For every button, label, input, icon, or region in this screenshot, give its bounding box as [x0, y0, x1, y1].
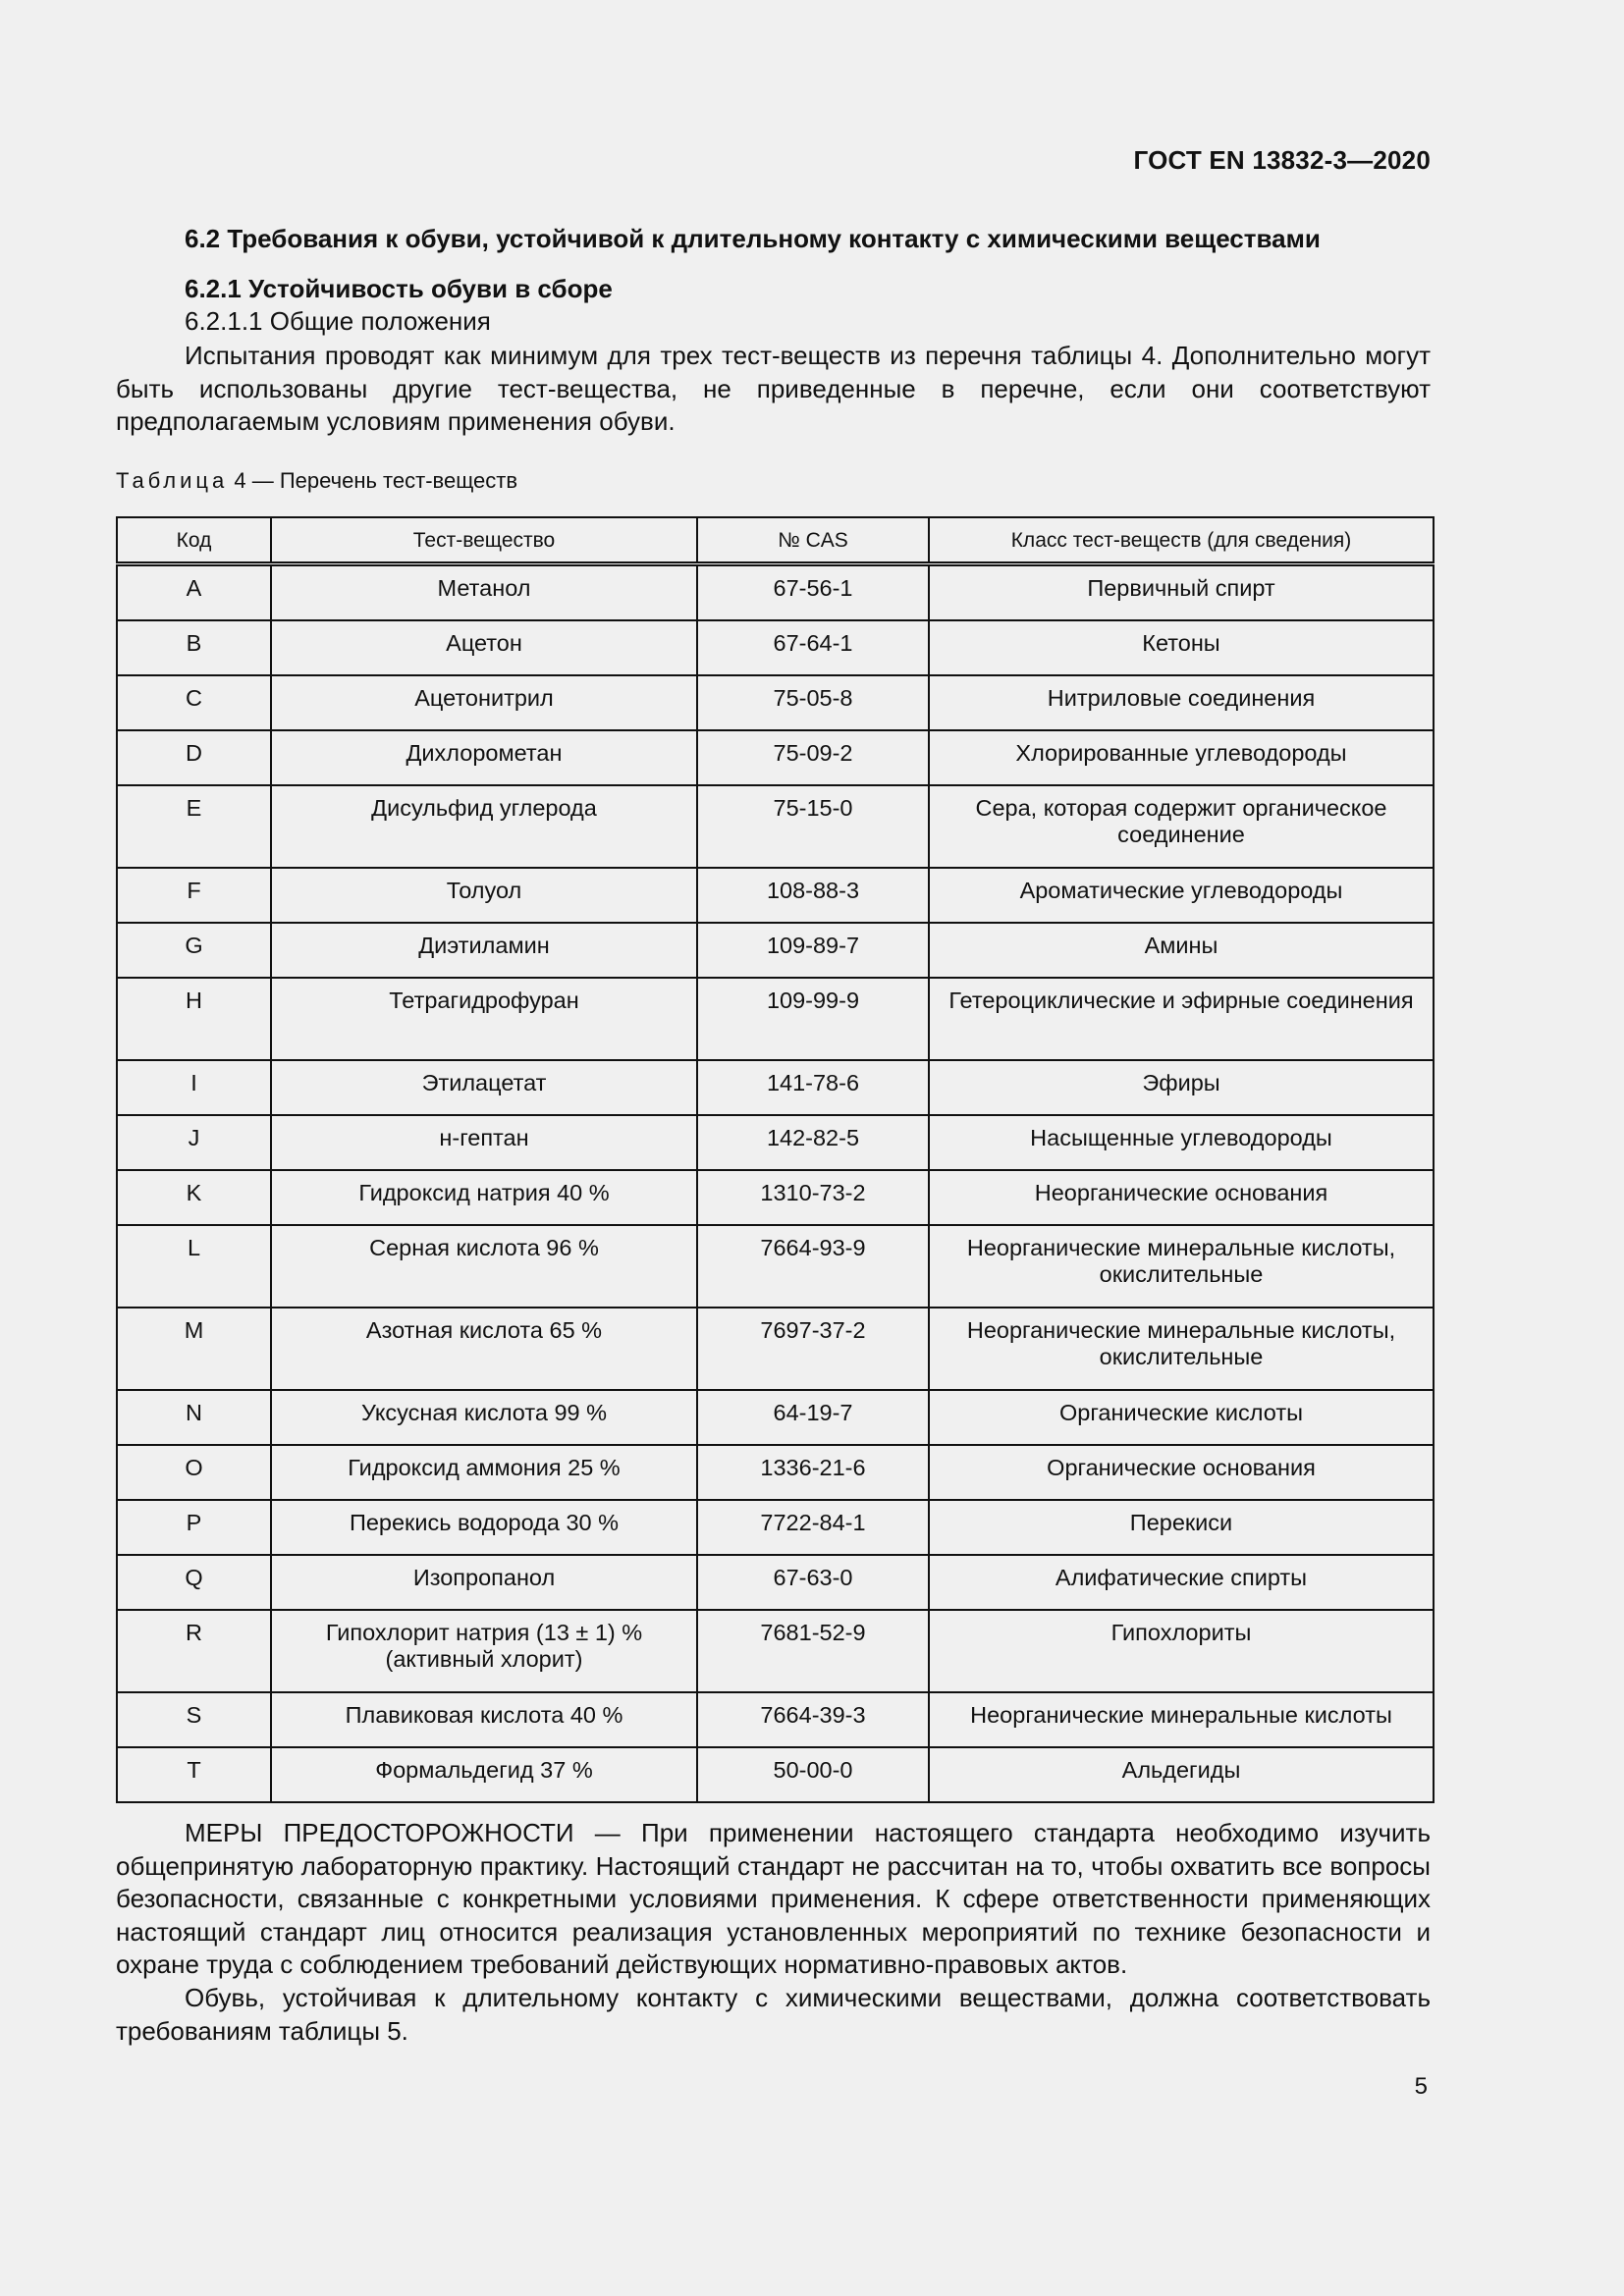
cell-cas: 7681-52-9: [697, 1610, 929, 1692]
cell-cas: 67-64-1: [697, 620, 929, 675]
cell-code: L: [117, 1225, 271, 1308]
page-number: 5: [1414, 2073, 1428, 2100]
table-caption-text: 4 — Перечень тест-веществ: [228, 468, 518, 493]
cell-code: F: [117, 868, 271, 923]
cell-cas: 75-05-8: [697, 675, 929, 730]
table-row: [117, 1610, 1434, 1692]
cell-code: K: [117, 1170, 271, 1225]
cell-cas: 109-99-9: [697, 978, 929, 1060]
substances-table: [116, 516, 1435, 1803]
cell-substance: Азотная кислота 65 %: [271, 1308, 697, 1390]
cell-class: Алифатические спирты: [929, 1555, 1434, 1610]
table-row: [117, 1170, 1434, 1225]
cell-class: Первичный спирт: [929, 564, 1434, 621]
cell-substance: Гидроксид аммония 25 %: [271, 1445, 697, 1500]
cell-substance: Уксусная кислота 99 %: [271, 1390, 697, 1445]
table-row: [117, 620, 1434, 675]
cell-cas: 1336-21-6: [697, 1445, 929, 1500]
cell-substance: Ацетонитрил: [271, 675, 697, 730]
cell-cas: 109-89-7: [697, 923, 929, 978]
cell-substance: Перекись водорода 30 %: [271, 1500, 697, 1555]
cell-substance: Гидроксид натрия 40 %: [271, 1170, 697, 1225]
cell-class: Кетоны: [929, 620, 1434, 675]
cell-cas: 141-78-6: [697, 1060, 929, 1115]
table-row: [117, 1115, 1434, 1170]
cell-substance: Изопропанол: [271, 1555, 697, 1610]
cell-code: Q: [117, 1555, 271, 1610]
cell-substance: Формальдегид 37 %: [271, 1747, 697, 1802]
cell-substance: Дихлорометан: [271, 730, 697, 785]
cell-cas: 67-56-1: [697, 564, 929, 621]
cell-cas: 142-82-5: [697, 1115, 929, 1170]
cell-class: Гетероциклические и эфирные соединения: [929, 978, 1434, 1060]
cell-substance: Плавиковая кислота 40 %: [271, 1692, 697, 1747]
cell-class: Органические основания: [929, 1445, 1434, 1500]
table-row: [117, 785, 1434, 868]
cell-cas: 1310-73-2: [697, 1170, 929, 1225]
cell-code: A: [117, 564, 271, 621]
cell-cas: 7722-84-1: [697, 1500, 929, 1555]
cell-cas: 75-09-2: [697, 730, 929, 785]
cell-class: Сера, которая содержит органическое соединение: [929, 785, 1434, 868]
cell-substance: н-гептан: [271, 1115, 697, 1170]
table-row: [117, 978, 1434, 1060]
cell-code: B: [117, 620, 271, 675]
cell-cas: 7697-37-2: [697, 1308, 929, 1390]
document-code: ГОСТ EN 13832-3—2020: [1133, 145, 1431, 175]
header-substance: Тест-вещество: [271, 517, 697, 564]
cell-code: E: [117, 785, 271, 868]
cell-code: M: [117, 1308, 271, 1390]
cell-code: D: [117, 730, 271, 785]
table-row: [117, 1308, 1434, 1390]
cell-cas: 7664-39-3: [697, 1692, 929, 1747]
cell-substance: Толуол: [271, 868, 697, 923]
intro-paragraph: Испытания проводят как минимум для трех тест-веществ из перечня таблицы 4. Дополнительно могут быть использованы другие тест-вещества, не приведенные в перечне, если они соответствуют предполагаемым условиям применения обуви.: [116, 341, 1431, 436]
cell-substance: Серная кислота 96 %: [271, 1225, 697, 1308]
cell-class: Ароматические углеводороды: [929, 868, 1434, 923]
table-row: [117, 1445, 1434, 1500]
precautions-paragraph: МЕРЫ ПРЕДОСТОРОЖНОСТИ — При применении настоящего стандарта необходимо изучить общепринятую лабораторную практику. Настоящий стандарт не рассчитан на то, чтобы охватить все вопросы безопасности, связанные с конкретными условиями применения. К сфере ответственности применяющих настоящий стандарт лиц относится реализация установленных мероприятий по технике безопасности и охране труда с соблюдением требований действующих нормативно-правовых актов.: [116, 1818, 1431, 1979]
cell-class: Эфиры: [929, 1060, 1434, 1115]
cell-class: Альдегиды: [929, 1747, 1434, 1802]
closing-paragraph: Обувь, устойчивая к длительному контакту с химическими веществами, должна соответствовать требованиям таблицы 5.: [116, 1983, 1431, 2046]
cell-substance: Этилацетат: [271, 1060, 697, 1115]
cell-cas: 75-15-0: [697, 785, 929, 868]
cell-class: Органические кислоты: [929, 1390, 1434, 1445]
cell-class: Неорганические минеральные кислоты, окислительные: [929, 1308, 1434, 1390]
table-row: [117, 1225, 1434, 1308]
cell-class: Гипохлориты: [929, 1610, 1434, 1692]
header-cas: № CAS: [697, 517, 929, 564]
table-row: [117, 1500, 1434, 1555]
table-row: [117, 1747, 1434, 1802]
table-row: [117, 1692, 1434, 1747]
cell-code: O: [117, 1445, 271, 1500]
table-row: [117, 1390, 1434, 1445]
cell-class: Насыщенные углеводороды: [929, 1115, 1434, 1170]
cell-code: H: [117, 978, 271, 1060]
header-code: Код: [117, 517, 271, 564]
cell-code: N: [117, 1390, 271, 1445]
section-title: 6.2 Требования к обуви, устойчивой к длительному контакту с химическими веществами: [185, 224, 1321, 253]
cell-cas: 108-88-3: [697, 868, 929, 923]
table-header-row: [117, 517, 1434, 564]
table-row: [117, 1555, 1434, 1610]
cell-class: Амины: [929, 923, 1434, 978]
cell-code: G: [117, 923, 271, 978]
table-row: [117, 868, 1434, 923]
cell-class: Неорганические минеральные кислоты, окислительные: [929, 1225, 1434, 1308]
cell-code: J: [117, 1115, 271, 1170]
table-row: [117, 675, 1434, 730]
cell-cas: 67-63-0: [697, 1555, 929, 1610]
table-row: [117, 730, 1434, 785]
table-caption: [116, 468, 517, 494]
cell-class: Неорганические основания: [929, 1170, 1434, 1225]
cell-code: I: [117, 1060, 271, 1115]
cell-class: Хлорированные углеводороды: [929, 730, 1434, 785]
table-caption-label: Таблица: [116, 468, 229, 493]
cell-code: P: [117, 1500, 271, 1555]
header-class: Класс тест-веществ (для сведения): [929, 517, 1434, 564]
table-row: [117, 1060, 1434, 1115]
cell-substance: Гипохлорит натрия (13 ± 1) % (активный хлорит): [271, 1610, 697, 1692]
cell-code: T: [117, 1747, 271, 1802]
clause-title: 6.2.1.1 Общие положения: [185, 306, 491, 336]
cell-class: Перекиси: [929, 1500, 1434, 1555]
cell-cas: 50-00-0: [697, 1747, 929, 1802]
cell-cas: 64-19-7: [697, 1390, 929, 1445]
cell-substance: Метанол: [271, 564, 697, 621]
cell-substance: Диэтиламин: [271, 923, 697, 978]
cell-substance: Дисульфид углерода: [271, 785, 697, 868]
subsection-title: 6.2.1 Устойчивость обуви в сборе: [185, 274, 613, 303]
cell-code: C: [117, 675, 271, 730]
cell-code: R: [117, 1610, 271, 1692]
cell-cas: 7664-93-9: [697, 1225, 929, 1308]
cell-substance: Ацетон: [271, 620, 697, 675]
table-row: [117, 923, 1434, 978]
cell-code: S: [117, 1692, 271, 1747]
cell-class: Неорганические минеральные кислоты: [929, 1692, 1434, 1747]
cell-substance: Тетрагидрофуран: [271, 978, 697, 1060]
cell-class: Нитриловые соединения: [929, 675, 1434, 730]
table-row: [117, 564, 1434, 621]
table-body: [117, 564, 1434, 1803]
